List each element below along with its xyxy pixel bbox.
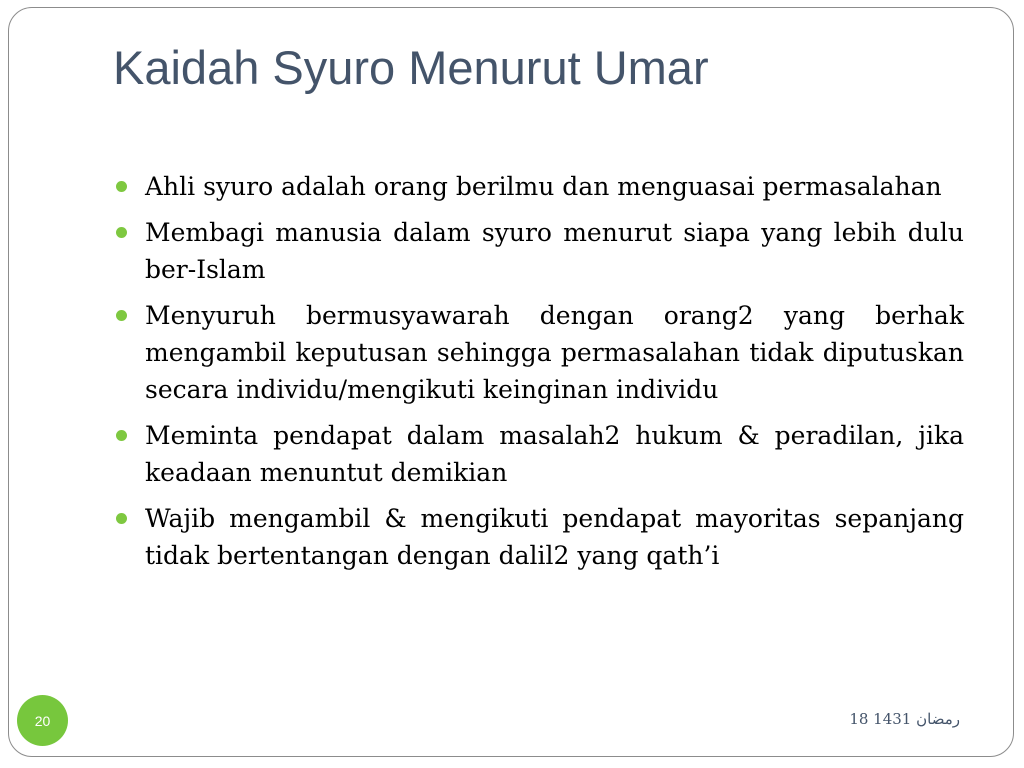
footer-date: 18 رمضان 1431 bbox=[849, 710, 960, 728]
bullet-dot-icon bbox=[116, 513, 127, 524]
bullet-text: Ahli syuro adalah orang berilmu dan menguasai permasalahan bbox=[145, 172, 942, 201]
bullet-text: Meminta pendapat dalam masalah2 hukum & peradilan, jika keadaan menuntut demikian bbox=[145, 421, 964, 487]
bullet-list bbox=[116, 168, 964, 583]
bullet-item bbox=[116, 500, 964, 574]
bullet-dot-icon bbox=[116, 227, 127, 238]
page-number-badge: 20 bbox=[17, 695, 68, 746]
slide-title: Kaidah Syuro Menurut Umar bbox=[113, 41, 709, 94]
bullet-item bbox=[116, 417, 964, 491]
bullet-item bbox=[116, 297, 964, 408]
bullet-text: Wajib mengambil & mengikuti pendapat mayoritas sepanjang tidak bertentangan dengan dalil2 yang qath’i bbox=[145, 504, 964, 570]
bullet-item bbox=[116, 168, 964, 205]
bullet-dot-icon bbox=[116, 310, 127, 321]
bullet-dot-icon bbox=[116, 430, 127, 441]
bullet-dot-icon bbox=[116, 181, 127, 192]
bullet-text: Membagi manusia dalam syuro menurut siapa yang lebih dulu ber-Islam bbox=[145, 218, 964, 284]
bullet-text: Menyuruh bermusyawarah dengan orang2 yang berhak mengambil keputusan sehingga permasalahan tidak diputuskan secara individu/mengikuti keinginan individu bbox=[145, 301, 964, 404]
bullet-item bbox=[116, 214, 964, 288]
